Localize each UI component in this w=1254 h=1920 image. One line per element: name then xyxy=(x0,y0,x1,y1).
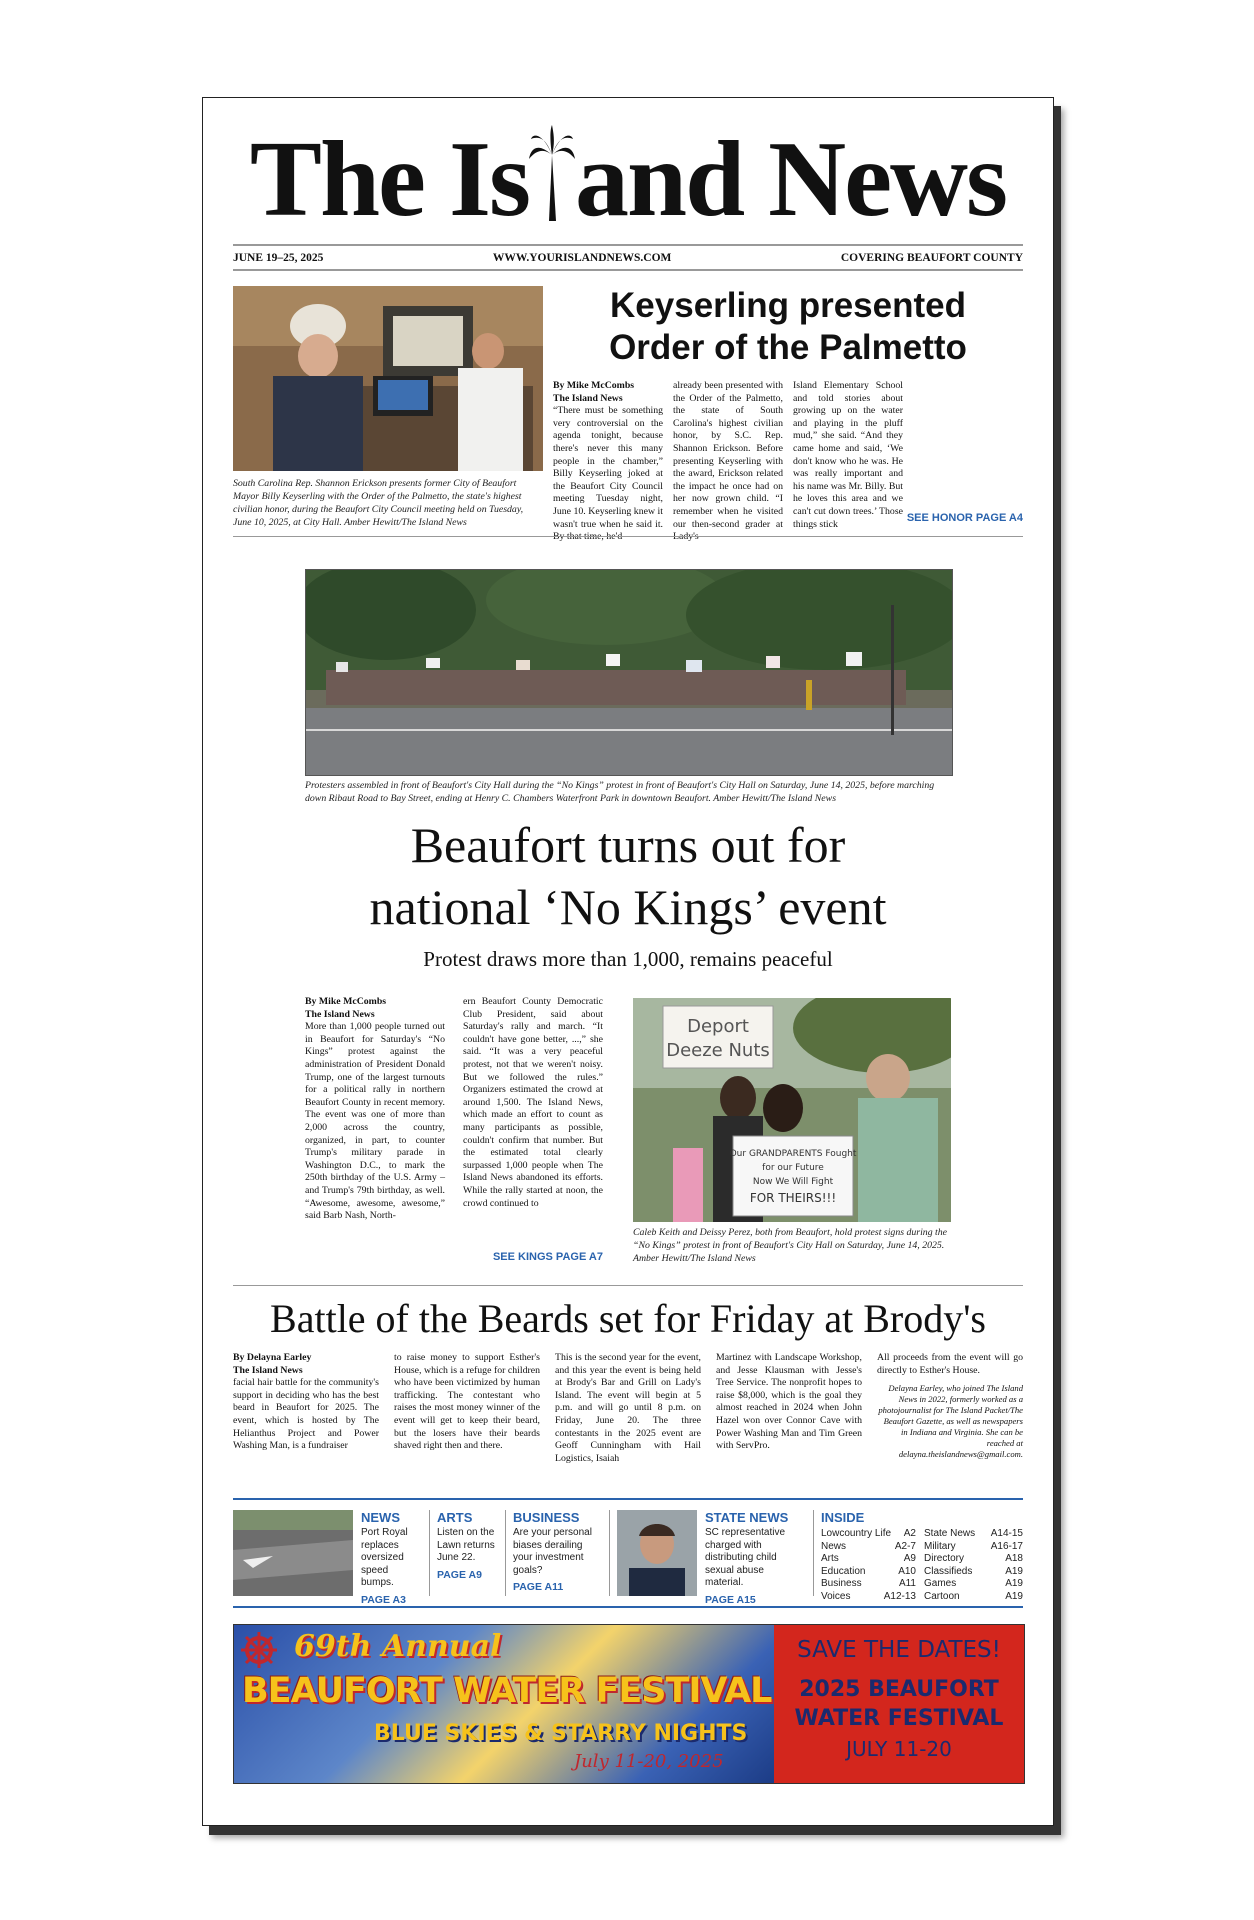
see-kings-link[interactable]: SEE KINGS PAGE A7 xyxy=(492,1251,603,1263)
teaser-rule-bottom xyxy=(233,1606,1023,1608)
beards-headline[interactable]: Battle of the Beards set for Friday at Brody's xyxy=(270,1296,986,1341)
masthead-rule-top xyxy=(233,244,1023,246)
no-kings-col-2: ern Beaufort County Democratic Club President, said about Saturday's rally and march. “It couldn't have gone better, ...,” she said. “It was a very peaceful protest, not that we weren't noisy. But we followed the rules.” Organizers estimated the crowd at around 1,500. The Island News, which made an effort to count as many participants as possible, couldn't confirm that number. But the estimated total clearly surpassed 1,000 people when The Island News abandoned its efforts. While the rally started at noon, the crowd continued to xyxy=(463,996,603,1209)
inside-item[interactable]: News A2-7 xyxy=(821,1540,916,1552)
ad-save-the-dates xyxy=(774,1625,1024,1783)
beards-col-4: Martinez with Landscape Workshop, and Jesse Klausman with Jesse's Tree Service. The nonprofit hopes to raise $8,000, which is the goal they almost reached in 2024 when John Hazel won over Connor Cave with Power Washing Man and Tim Green with ServPro. xyxy=(716,1352,862,1452)
keyserling-photo xyxy=(233,286,543,471)
no-kings-subhead: Protest draws more than 1,000, remains peaceful xyxy=(423,947,833,971)
section-rule-1 xyxy=(233,536,1023,537)
teaser-rule-top xyxy=(233,1498,1023,1500)
teaser-page: PAGE A3 xyxy=(361,1593,406,1606)
article-text: facial hair battle for the community's support in deciding who has the best beard in Beaufort for 2025. The event, which is hosted by The Helianthus Project and Power Washing Man, is a fundraiser xyxy=(233,1377,379,1452)
teaser-page: PAGE A15 xyxy=(705,1593,756,1606)
sign-top-text-2: Deeze Nuts xyxy=(666,1040,770,1061)
beards-col-1 xyxy=(233,1352,379,1453)
author-bio: Delayna Earley, who joined The Island News in 2022, formerly worked as a photojournalist for The Island Packet/The Beaufort Gazette, as well as newspapers in Indiana and Virginia. She can be reached at delayna.theislandnews@gmail.com. xyxy=(878,1383,1023,1460)
inside-item[interactable]: State News A14-15 xyxy=(924,1528,1023,1539)
see-honor-key: HONOR xyxy=(931,512,973,524)
keyserling-caption: South Carolina Rep. Shannon Erickson presents former City of Beaufort Mayor Billy Keyserling with the Order of the Palmetto, the state's highest civilian honor, during the Beaufort City Council meeting held on Tuesday, June 10, 2025, at City Hall. Amber Hewitt/The Island News xyxy=(233,478,524,528)
see-kings-key: KINGS xyxy=(518,1251,553,1263)
beards-col-2: to raise money to support Esther's House, which is a refuge for children who have been victimized by human trafficking. The contestant who raises the most money winner of the event will get to keep their beard, but the losers have their beards shaved right then and there. xyxy=(394,1352,540,1452)
palm-tree-icon xyxy=(529,120,575,216)
teaser-divider xyxy=(505,1510,506,1596)
newspaper-page xyxy=(202,97,1054,1826)
teaser-news[interactable] xyxy=(361,1510,421,1606)
beards-col-5 xyxy=(877,1352,1023,1460)
teaser-title: ARTS xyxy=(437,1510,473,1525)
teaser-title: NEWS xyxy=(361,1510,400,1525)
article-text: “There must be something very controversial on the agenda tonight, because there's never this many people in the chamber,” Billy Keyserling joked at the Beaufort City Council meeting Tuesday night, June 10. Keyserling knew it wasn't true when he said it. xyxy=(553,405,663,530)
teaser-arts[interactable] xyxy=(437,1510,497,1581)
speed-bump-photo xyxy=(233,1510,353,1596)
ad-save-line1: 2025 BEAUFORT xyxy=(799,1677,999,1702)
inside-item[interactable]: Lowcountry Life A2 xyxy=(821,1528,916,1539)
inside-index xyxy=(821,1510,1023,1603)
inside-item[interactable]: Cartoon A19 xyxy=(924,1590,1023,1602)
article-text: More than 1,000 people turned out in Beaufort for Saturday's “No Kings” protest against the administration of President Donald Trump, one of the largest turnouts for a political rally in northern Beaufort County in recent memory. The event was one of more than 2,000 across the country, organized, in part, to counter Trump's military parade in Washington D.C., to mark the 250th birthday of the U.S. Army – and Trump's 79th birthday, as well. “Awesome, awesome, awesome,” said Barb Nash, North- xyxy=(305,1021,445,1222)
teaser-divider xyxy=(609,1510,610,1596)
keyserling-headline[interactable] xyxy=(553,285,1023,369)
ad-save-title: SAVE THE DATES! xyxy=(797,1637,1001,1663)
byline-org: The Island News xyxy=(553,392,623,404)
byline-org: The Island News xyxy=(233,1364,303,1376)
inside-item[interactable]: Arts A9 xyxy=(821,1553,916,1564)
article-text: All proceeds from the event will go directly to Esther's House. xyxy=(877,1352,1023,1376)
ad-anniversary: 69th Annual xyxy=(294,1629,502,1664)
keyserling-col-3: Island Elementary School and told stories about growing up on the water and playing in the pluff mud,” she said. “And they came home and said, ‘We don't know who he was. He was really important and his name was Mr. Billy. But he loves this area and we can't cut down trees.’ Those things stick xyxy=(793,380,903,530)
inside-title: INSIDE xyxy=(821,1510,865,1525)
inside-item[interactable]: Classifieds A19 xyxy=(924,1565,1023,1577)
inside-list xyxy=(821,1528,1023,1603)
website-link[interactable]: WWW.YOURISLANDNEWS.COM xyxy=(492,252,672,264)
svg-text:for our Future: for our Future xyxy=(762,1163,824,1173)
protest-signs-caption: Caleb Keith and Deissy Perez, both from Beaufort, hold protest signs during the “No Kings” protest in front of Beaufort's City Hall on Saturday, June 14, 2025. Amber Hewitt/The Island News xyxy=(633,1227,948,1264)
byline-name: By Mike McCombs xyxy=(553,380,635,391)
ad-artwork xyxy=(234,1625,774,1783)
masthead-title-left: The Is xyxy=(249,120,529,239)
inside-col-right xyxy=(924,1528,1023,1603)
inside-col-left xyxy=(821,1528,916,1603)
ships-wheel-icon xyxy=(240,1631,278,1669)
svg-text:Our GRANDPARENTS Fought: Our GRANDPARENTS Fought xyxy=(729,1149,857,1159)
ad-theme: BLUE SKIES & STARRY NIGHTS xyxy=(374,1721,748,1746)
state-rep-photo xyxy=(617,1510,697,1596)
keyserling-headline-line2: Order of the Palmetto xyxy=(609,328,967,367)
keyserling-col-1 xyxy=(553,380,663,544)
teaser-title: BUSINESS xyxy=(513,1510,580,1525)
beards-article xyxy=(233,1352,1023,1492)
teaser-divider xyxy=(813,1510,814,1596)
teaser-state-news[interactable] xyxy=(705,1510,805,1606)
keyserling-headline-line1: Keyserling presented xyxy=(610,286,966,325)
inside-item[interactable]: Directory A18 xyxy=(924,1553,1023,1564)
teaser-text: Are your personal biases derailing your investment goals? xyxy=(513,1527,592,1576)
no-kings-crowd-photo xyxy=(305,569,953,776)
no-kings-article xyxy=(305,996,605,1256)
inside-item[interactable]: Education A10 xyxy=(821,1565,916,1577)
svg-text:FOR THEIRS!!!: FOR THEIRS!!! xyxy=(749,1191,837,1205)
no-kings-headline-line1: Beaufort turns out for xyxy=(410,817,846,873)
dateline xyxy=(233,249,1023,267)
coverage-label: COVERING BEAUFORT COUNTY xyxy=(840,252,1023,264)
protest-signs-photo xyxy=(633,998,951,1222)
section-rule-2 xyxy=(233,1285,1023,1286)
keyserling-col-2: already been presented with the Order of the Palmetto, the state of South Carolina's highest civilian honor, by S.C. Rep. Shannon Erickson. Before presenting Keyserling with the award, Erickson related the impact he once had on her now grown child. “I remember when he visited our then-second grader at xyxy=(673,380,783,530)
beards-col-3: This is the second year for the event, and this year the event is being held at Brody's Bar and Grill on Lady's Island. The event will begin at 5 p.m. and will go until 8 p.m. on Friday, June 20. The three contestants in the 2025 event are Geoff Cunningham with Hail Logistics, Isaiah xyxy=(555,1352,701,1464)
masthead-rule-bottom xyxy=(233,269,1023,271)
ad-dates-script: July 11-20, 2025 xyxy=(574,1751,724,1772)
no-kings-caption: Protesters assembled in front of Beaufort's City Hall during the “No Kings” protest in front of Beaufort's City Hall on Saturday, June 14, 2025, before marching down Ribaut Road to Bay Street, ending at Henry C. Chambers Waterfront Park in downtown Beaufort. Amber Hewitt/The Island News xyxy=(305,780,935,804)
teaser-page: PAGE A11 xyxy=(513,1581,564,1593)
see-honor-link[interactable]: SEE HONOR PAGE A4 xyxy=(906,512,1023,524)
svg-text:Now We Will Fight: Now We Will Fight xyxy=(752,1177,834,1187)
teaser-title: STATE NEWS xyxy=(705,1510,789,1525)
issue-date: JUNE 19–25, 2025 xyxy=(233,252,324,264)
byline-name: By Mike McCombs xyxy=(305,996,387,1007)
byline-org: The Island News xyxy=(305,1008,375,1020)
inside-item[interactable]: Games A19 xyxy=(924,1578,1023,1589)
inside-item[interactable]: Military A16-17 xyxy=(924,1540,1023,1552)
sign-top-text-1: Deport xyxy=(687,1016,749,1037)
no-kings-headline-line2: national ‘No Kings’ event xyxy=(369,879,887,935)
no-kings-headline[interactable] xyxy=(233,814,1023,938)
masthead xyxy=(233,114,1023,246)
inside-item[interactable]: Voices A12-13 xyxy=(821,1590,916,1602)
teaser-page: PAGE A9 xyxy=(437,1568,482,1581)
ad-save-line2: WATER FESTIVAL xyxy=(794,1706,1004,1731)
water-festival-ad[interactable] xyxy=(233,1624,1025,1784)
teaser-text: Port Royal replaces oversized speed bumps. xyxy=(361,1527,408,1588)
teaser-text: Listen on the Lawn returns June 22. xyxy=(437,1527,495,1563)
ad-save-line3: JULY 11-20 xyxy=(846,1737,952,1761)
teaser-text: SC representative charged with distributing child sexual abuse material. xyxy=(705,1527,786,1588)
byline-name: By Delayna Earley xyxy=(233,1352,312,1363)
teaser-divider xyxy=(429,1510,430,1596)
no-kings-col-1 xyxy=(305,996,445,1223)
ad-festival-name: BEAUFORT WATER FESTIVAL xyxy=(242,1671,772,1711)
masthead-title-right: and News xyxy=(575,120,1007,239)
inside-item[interactable]: Business A11 xyxy=(821,1578,916,1589)
teaser-business[interactable] xyxy=(513,1510,603,1593)
